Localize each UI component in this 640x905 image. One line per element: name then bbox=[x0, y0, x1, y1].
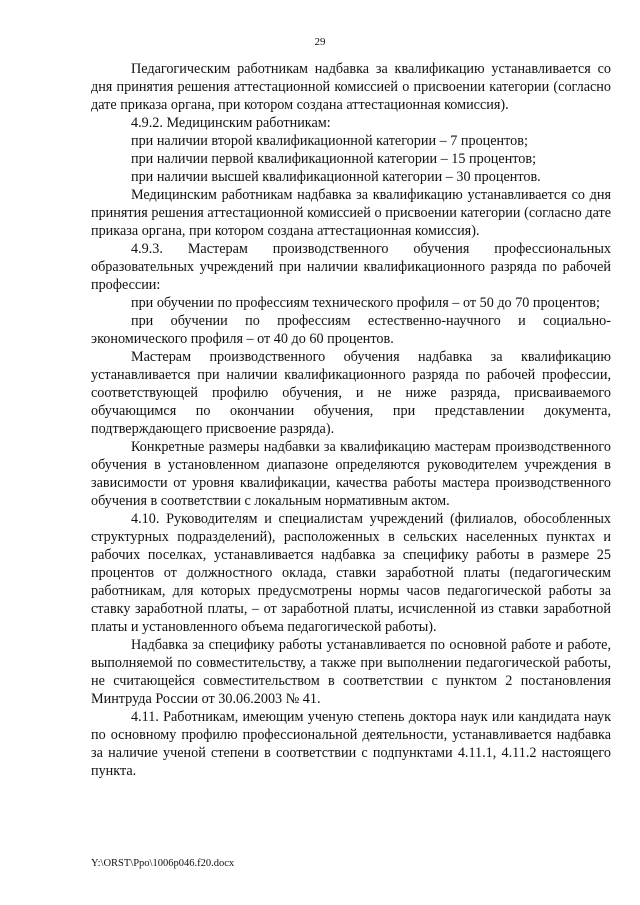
footer-file-path: Y:\ORST\Ppo\1006p046.f20.docx bbox=[91, 858, 235, 869]
list-item-technical-profile: при обучении по профессиям технического профиля – от 50 до 70 процентов; bbox=[131, 295, 600, 311]
list-item-science-profile: при обучении по профессиям естественно-научного и социально-экономического профиля – от 40 до 60 процентов. bbox=[91, 313, 611, 347]
list-item-second-category: при наличии второй квалификационной категории – 7 процентов; bbox=[131, 133, 528, 149]
paragraph-masters-qualification: Мастерам производственного обучения надбавка за квалификацию устанавливается при наличии квалификационного разряда по рабочей профессии, соответствующей профилю обучения, и не ниже разряда, присваиваемого обучающимся по окончании обучения, при представлении документа, подтверждающего присвоение разряда). bbox=[91, 349, 611, 437]
paragraph-4-10-rural: 4.10. Руководителям и специалистам учреждений (филиалов, обособленных структурных подразделений), расположенных в сельских населенных пунктах и рабочих поселках, устанавливается надбавка за специфику работы в размере 25 процентов от должностного оклада, ставки заработной платы (педагогическим работникам, для которых предусмотрены нормы часов педагогической работы за ставку заработной платы, – от заработной платы, исчисленной из ставки заработной платы и установленного объема педагогической работы). bbox=[91, 511, 611, 635]
list-item-highest-category: при наличии высшей квалификационной категории – 30 процентов. bbox=[131, 169, 541, 185]
paragraph-medical-qualification: Медицинским работникам надбавка за квалификацию устанавливается со дня принятия решения аттестационной комиссией о присвоении категории (согласно дате приказа органа, при котором создана аттестационная комиссия). bbox=[91, 187, 611, 239]
paragraph-specific-work-bonus: Надбавка за специфику работы устанавливается по основной работе и работе, выполняемой по совместительству, а также при выполнении педагогической работы, не считающейся совместительством в соответствии с пунктом 2 постановления Минтруда России от 30.06.2003 № 41. bbox=[91, 637, 611, 707]
paragraph-4-9-3-heading: 4.9.3. Мастерам производственного обучения профессиональных образовательных учреждений при наличии квалификационного разряда по рабочей профессии: bbox=[91, 241, 611, 293]
document-body bbox=[91, 60, 611, 780]
paragraph-4-9-2-heading: 4.9.2. Медицинским работникам: bbox=[131, 115, 331, 131]
paragraph-specific-amounts: Конкретные размеры надбавки за квалификацию мастерам производственного обучения в установленном диапазоне определяются руководителем учреждения в зависимости от уровня квалификации, качества работы мастера производственного обучения в соответствии с локальным нормативным актом. bbox=[91, 439, 611, 509]
list-item-first-category: при наличии первой квалификационной категории – 15 процентов; bbox=[131, 151, 537, 167]
page-number: 29 bbox=[314, 36, 326, 48]
paragraph-pedagogical-qualification: Педагогическим работникам надбавка за квалификацию устанавливается со дня принятия решения аттестационной комиссией о присвоении категории (согласно дате приказа органа, при котором создана аттестационная комиссия). bbox=[91, 61, 611, 113]
paragraph-4-11-academic-degree: 4.11. Работникам, имеющим ученую степень доктора наук или кандидата наук по основному профилю профессиональной деятельности, устанавливается надбавка за наличие ученой степени в соответствии с подпунктами 4.11.1, 4.11.2 настоящего пункта. bbox=[91, 709, 611, 779]
